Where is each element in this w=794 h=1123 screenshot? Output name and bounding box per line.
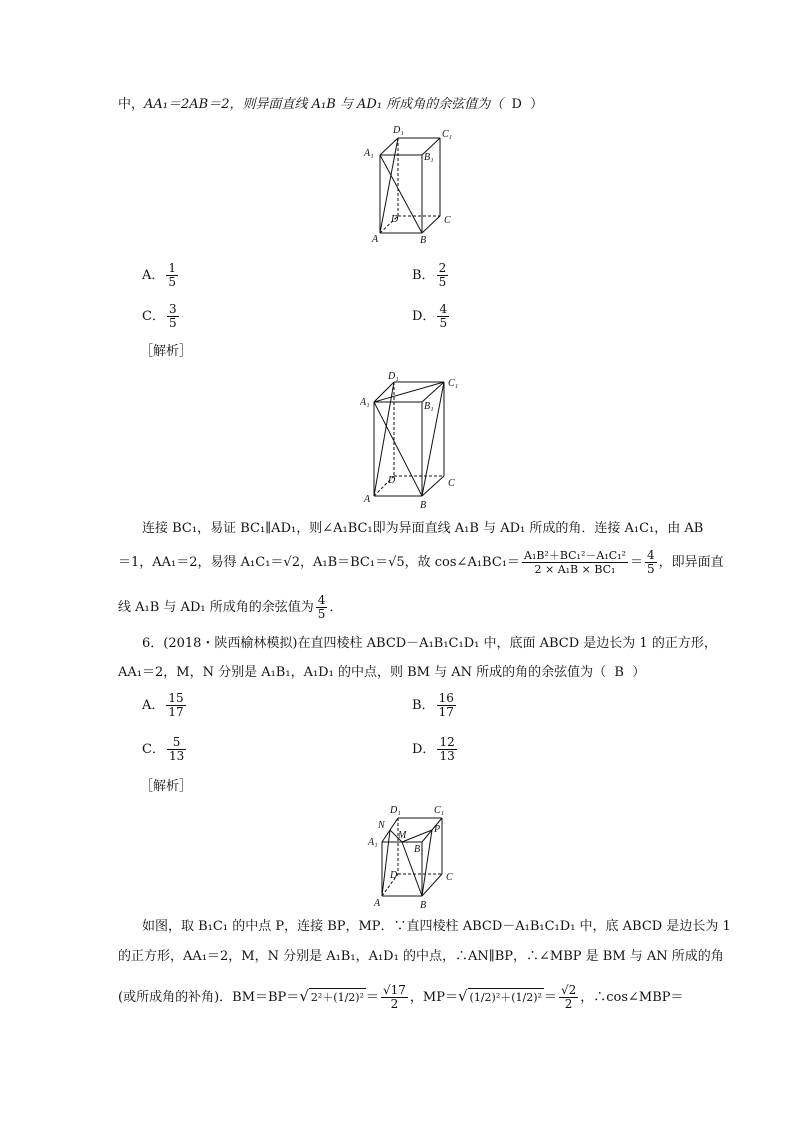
q6-answer: B — [614, 665, 624, 680]
q5-stem-end: ） — [530, 97, 544, 112]
option-letter: C． — [142, 742, 165, 757]
denominator: 5 — [646, 562, 655, 576]
label-C: C — [444, 215, 451, 226]
mp-value-fraction — [559, 984, 578, 1011]
q6-solution-line-2: 的正方形，AA₁＝2，M，N 分别是 A₁B₁，A₁D₁ 的中点，∴AN∥BP，∴∠MBP 是 BM 与 AN 所成的角 — [118, 949, 724, 964]
q6-solution-figure — [366, 800, 466, 910]
numerator: 3 — [168, 302, 177, 316]
q6-option-d[interactable] — [412, 736, 459, 763]
label-A1: A₁ — [368, 837, 378, 848]
option-fraction — [437, 262, 449, 289]
denominator: 17 — [438, 705, 454, 719]
label-B: B — [420, 900, 427, 910]
label-C1: C₁ — [434, 805, 445, 816]
q5-result-fraction — [645, 549, 657, 576]
numerator: 15 — [168, 691, 184, 705]
q6-solution-text: (或所成角的补角)．BM＝BP＝ — [118, 990, 300, 1005]
q5-final-fraction — [316, 594, 328, 621]
q6-option-a[interactable] — [142, 692, 188, 719]
numerator: 4 — [646, 548, 655, 562]
option-letter: A． — [142, 268, 165, 283]
label-P: P — [434, 824, 441, 835]
numerator: 2 — [438, 261, 447, 275]
label-M: M — [398, 830, 407, 841]
numerator: 16 — [438, 691, 454, 705]
denominator: 2 — [564, 997, 573, 1011]
denominator: 2 × A₁B × BC₁ — [534, 563, 616, 576]
q6-solution-line-3 — [118, 984, 684, 1011]
numerator: √2 — [560, 983, 577, 997]
q6-analysis-label: ［解析］ — [140, 779, 193, 794]
numerator: 1 — [168, 261, 177, 275]
q5-stem — [118, 96, 543, 114]
q6-option-c[interactable] — [142, 736, 188, 763]
q6-option-b[interactable] — [412, 692, 458, 719]
denominator: 5 — [317, 607, 326, 621]
label-C: C — [446, 872, 453, 883]
q5-stem-part-b: AA₁＝2AB＝2，则异面直线 A₁B 与 AD₁ 所成角的余弦值为（ — [144, 97, 504, 112]
label-A1: A₁ — [360, 397, 370, 408]
denominator: 13 — [439, 749, 455, 763]
radicand-1: 2²＋(1/2)² — [309, 988, 366, 1007]
numerator: 12 — [439, 735, 455, 749]
label-A: A — [372, 234, 379, 245]
q5-stem-part-a: 中， — [118, 97, 145, 112]
label-A: A — [364, 494, 371, 505]
numerator: 5 — [167, 736, 186, 750]
option-fraction — [167, 736, 186, 763]
q5-option-c[interactable] — [142, 303, 181, 330]
edge-BC — [422, 216, 440, 233]
equals-sign: ＝ — [365, 990, 379, 1005]
label-A: A — [374, 898, 381, 909]
label-C1: C₁ — [448, 378, 459, 389]
option-fraction — [437, 736, 456, 763]
q5-solution-text-end: ，即异面直 — [658, 555, 724, 570]
q5-solution-line-1: 连接 BC₁，易证 BC₁∥AD₁，则∠A₁BC₁即为异面直线 A₁B 与 AD₁ 所成的角．连接 A₁C₁，由 AB — [142, 521, 704, 536]
option-letter: D． — [412, 742, 436, 757]
q5-solution-line-3 — [118, 594, 342, 621]
option-fraction — [167, 303, 179, 330]
numerator: 4 — [317, 593, 326, 607]
label-D: D — [391, 214, 399, 225]
segment-A1B — [374, 402, 422, 496]
q5-prism-figure — [360, 120, 470, 245]
q6-stem-line-2 — [118, 664, 645, 682]
radicand-2: (1/2)²＋(1/2)² — [468, 988, 544, 1007]
label-C1: C₁ — [442, 129, 453, 140]
segment-A1B — [380, 155, 422, 233]
option-fraction — [166, 262, 178, 289]
radical-sign: √ — [457, 987, 468, 1005]
numerator: 4 — [439, 302, 448, 316]
numerator: A₁B²＋BC₁²－A₁C₁² — [524, 549, 626, 562]
q6-solution-line-1: 如图，取 B₁C₁ 的中点 P，连接 BP，MP．∵直四棱柱 ABCD－A₁B₁C₁D₁ 中，底 ABCD 是边长为 1 — [142, 919, 731, 934]
option-letter: B． — [412, 268, 435, 283]
equals-sign: ＝ — [543, 990, 557, 1005]
label-B1: B₁ — [414, 844, 424, 855]
numerator: √17 — [383, 983, 406, 997]
q6-stem-line-1: 6．(2018・陕西榆林模拟)在直四棱柱 ABCD－A₁B₁C₁D₁ 中，底面 ABCD 是边长为 1 的正方形， — [142, 636, 717, 651]
q6-solution-text-cos: ，∴cos∠MBP＝ — [580, 990, 684, 1005]
label-B1: B₁ — [424, 401, 434, 412]
q5-option-a[interactable] — [142, 262, 180, 289]
label-A1: A₁ — [364, 148, 374, 159]
denominator: 5 — [438, 275, 447, 289]
q5-option-d[interactable] — [412, 303, 451, 330]
denominator: 5 — [168, 275, 177, 289]
label-D1: D₁ — [388, 371, 399, 382]
option-fraction — [437, 303, 449, 330]
denominator: 13 — [168, 749, 185, 763]
q5-solution-line-2 — [118, 549, 724, 576]
q6-solution-text-mp: ，MP＝ — [409, 990, 458, 1005]
q5-solution-figure — [360, 370, 470, 508]
q5-solution-text: ＝1，AA₁＝2，易得 A₁C₁＝√2，A₁B＝BC₁＝√5，故 cos∠A₁BC₁＝ — [118, 555, 520, 570]
bm-value-fraction — [381, 984, 408, 1011]
label-B: B — [420, 500, 427, 508]
option-letter: C． — [142, 309, 165, 324]
label-D: D — [390, 870, 398, 881]
label-C: C — [448, 478, 455, 489]
period: ． — [329, 600, 343, 615]
equals-sign: ＝ — [629, 555, 643, 570]
q6-stem-end: ） — [632, 665, 646, 680]
denominator: 17 — [168, 705, 184, 719]
option-letter: B． — [412, 698, 435, 713]
q5-answer: D — [511, 97, 522, 112]
q5-cosine-fraction — [522, 549, 628, 576]
q5-analysis-label: ［解析］ — [140, 344, 193, 359]
denominator: 5 — [168, 316, 177, 330]
denominator: 5 — [439, 316, 448, 330]
option-fraction — [437, 692, 456, 719]
label-D1: D₁ — [390, 805, 401, 816]
q6-stem-text: AA₁＝2，M，N 分别是 A₁B₁，A₁D₁ 的中点，则 BM 与 AN 所成的角的余弦值为（ — [118, 665, 607, 680]
label-B: B — [420, 235, 427, 245]
label-D: D — [388, 475, 396, 486]
option-letter: D． — [412, 309, 436, 324]
denominator: 2 — [390, 997, 399, 1011]
radical-sign: √ — [299, 987, 309, 1005]
q5-option-b[interactable] — [412, 262, 450, 289]
label-B1: B₁ — [424, 152, 434, 163]
option-fraction — [166, 692, 185, 719]
label-N: N — [378, 820, 385, 831]
q5-solution-text: 线 A₁B 与 AD₁ 所成角的余弦值为 — [118, 600, 314, 615]
option-letter: A． — [142, 698, 165, 713]
label-D1: D₁ — [393, 125, 404, 136]
